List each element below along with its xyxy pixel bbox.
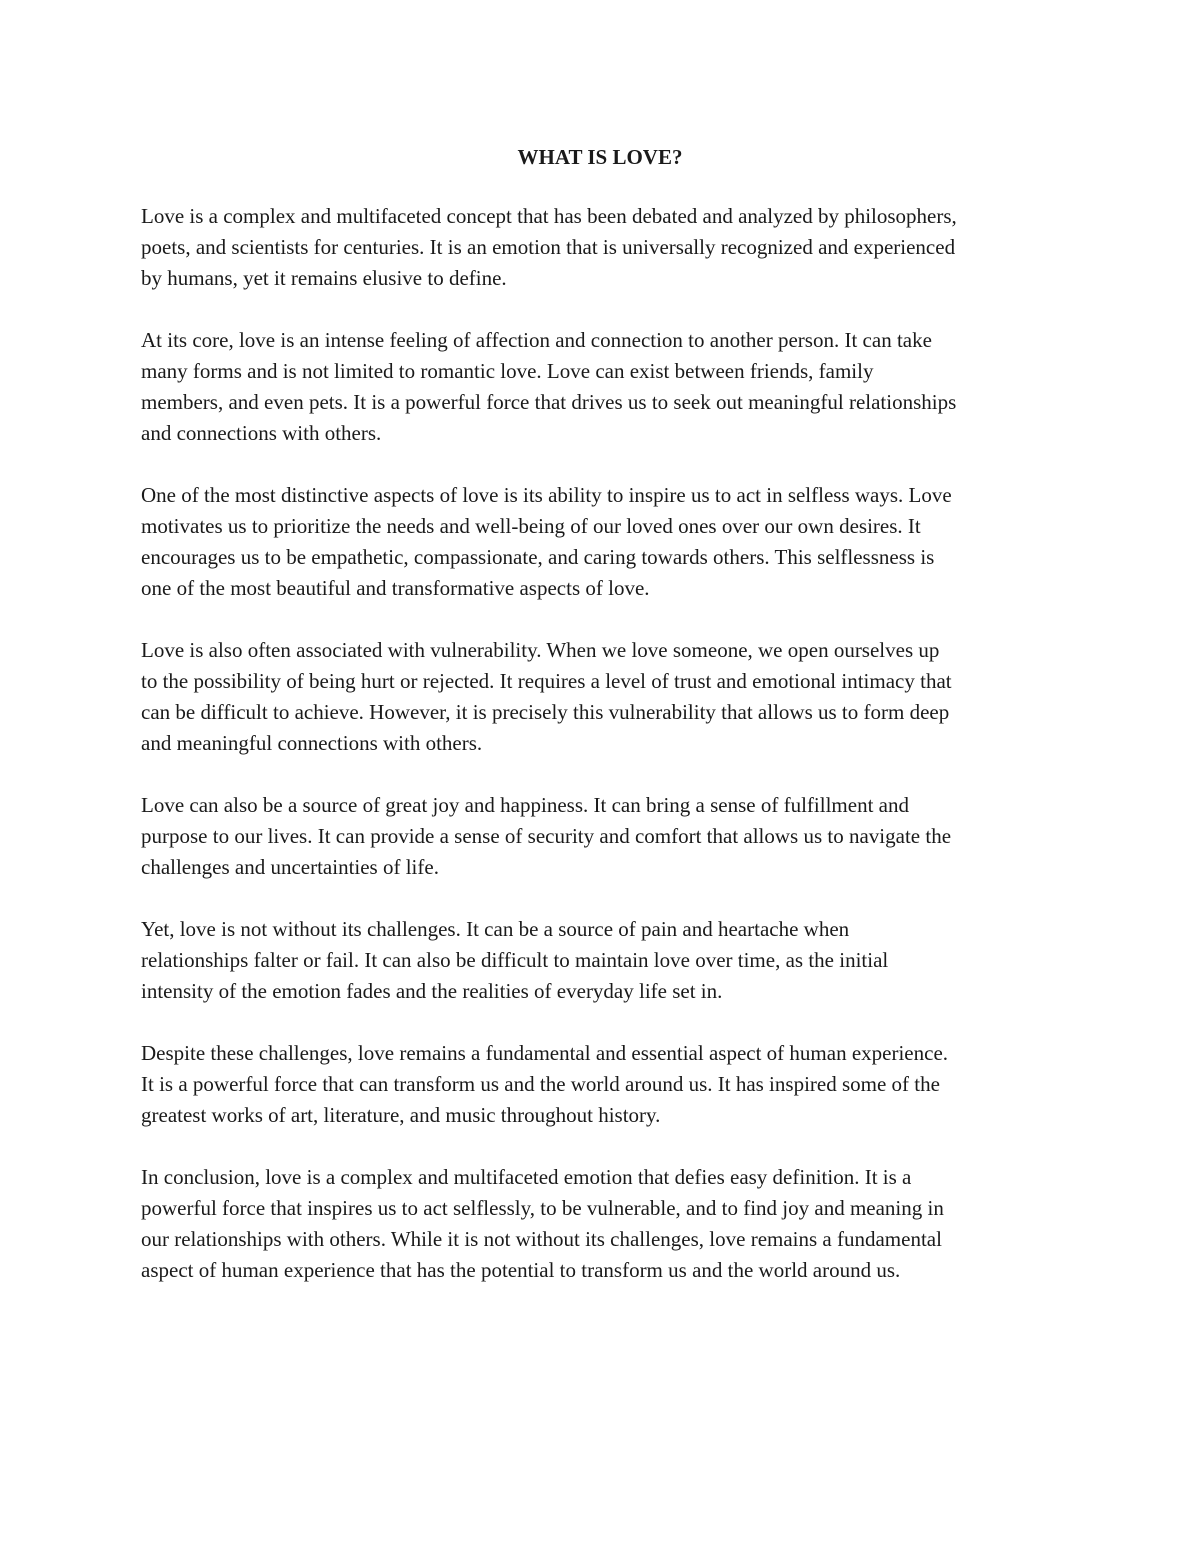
text-line: greatest works of art, literature, and music throughout history. (141, 1103, 661, 1127)
text-line: intensity of the emotion fades and the realities of everyday life set in. (141, 979, 723, 1003)
text-line: Yet, love is not without its challenges. It can be a source of pain and heartache when (141, 917, 850, 941)
text-line: aspect of human experience that has the potential to transform us and the world around us. (141, 1258, 901, 1282)
text-line: motivates us to prioritize the needs and well-being of our loved ones over our own desires. It (141, 514, 921, 538)
paragraph (141, 201, 1061, 294)
paragraph (141, 914, 1061, 1007)
text-line: purpose to our lives. It can provide a sense of security and comfort that allows us to navigate the (141, 824, 952, 848)
text-line: Love can also be a source of great joy and happiness. It can bring a sense of fulfillment and (141, 793, 909, 817)
text-line: At its core, love is an intense feeling of affection and connection to another person. It can take (141, 328, 932, 352)
text-line: one of the most beautiful and transformative aspects of love. (141, 576, 650, 600)
text-line: by humans, yet it remains elusive to define. (141, 266, 507, 290)
page-title: WHAT IS LOVE? (517, 145, 683, 169)
text-line: our relationships with others. While it is not without its challenges, love remains a fundamental (141, 1227, 942, 1251)
text-line: relationships falter or fail. It can also be difficult to maintain love over time, as the initial (141, 948, 889, 972)
paragraph (141, 325, 1061, 449)
text-line: members, and even pets. It is a powerful force that drives us to seek out meaningful relationships (141, 390, 957, 414)
paragraph (141, 1038, 1061, 1131)
text-line: and meaningful connections with others. (141, 731, 483, 755)
text-line: Love is also often associated with vulnerability. When we love someone, we open ourselves up (141, 638, 940, 662)
text-line: many forms and is not limited to romantic love. Love can exist between friends, family (141, 359, 874, 383)
text-line: challenges and uncertainties of life. (141, 855, 439, 879)
text-line: One of the most distinctive aspects of love is its ability to inspire us to act in selfless ways. Love (141, 483, 952, 507)
text-line: In conclusion, love is a complex and multifaceted emotion that defies easy definition. It is a (141, 1165, 912, 1189)
text-line: Love is a complex and multifaceted concept that has been debated and analyzed by philosophers, (141, 204, 957, 228)
paragraph (141, 790, 1061, 883)
document-body (141, 201, 1061, 1317)
text-line: poets, and scientists for centuries. It is an emotion that is universally recognized and experienced (141, 235, 956, 259)
text-line: and connections with others. (141, 421, 382, 445)
text-line: can be difficult to achieve. However, it is precisely this vulnerability that allows us to form deep (141, 700, 950, 724)
text-line: to the possibility of being hurt or rejected. It requires a level of trust and emotional intimacy that (141, 669, 952, 693)
paragraph (141, 1162, 1061, 1286)
paragraph (141, 635, 1061, 759)
text-line: powerful force that inspires us to act selflessly, to be vulnerable, and to find joy and meaning in (141, 1196, 944, 1220)
text-line: It is a powerful force that can transform us and the world around us. It has inspired some of the (141, 1072, 940, 1096)
paragraph (141, 480, 1061, 604)
text-line: Despite these challenges, love remains a fundamental and essential aspect of human experience. (141, 1041, 949, 1065)
text-line: encourages us to be empathetic, compassionate, and caring towards others. This selflessness is (141, 545, 935, 569)
